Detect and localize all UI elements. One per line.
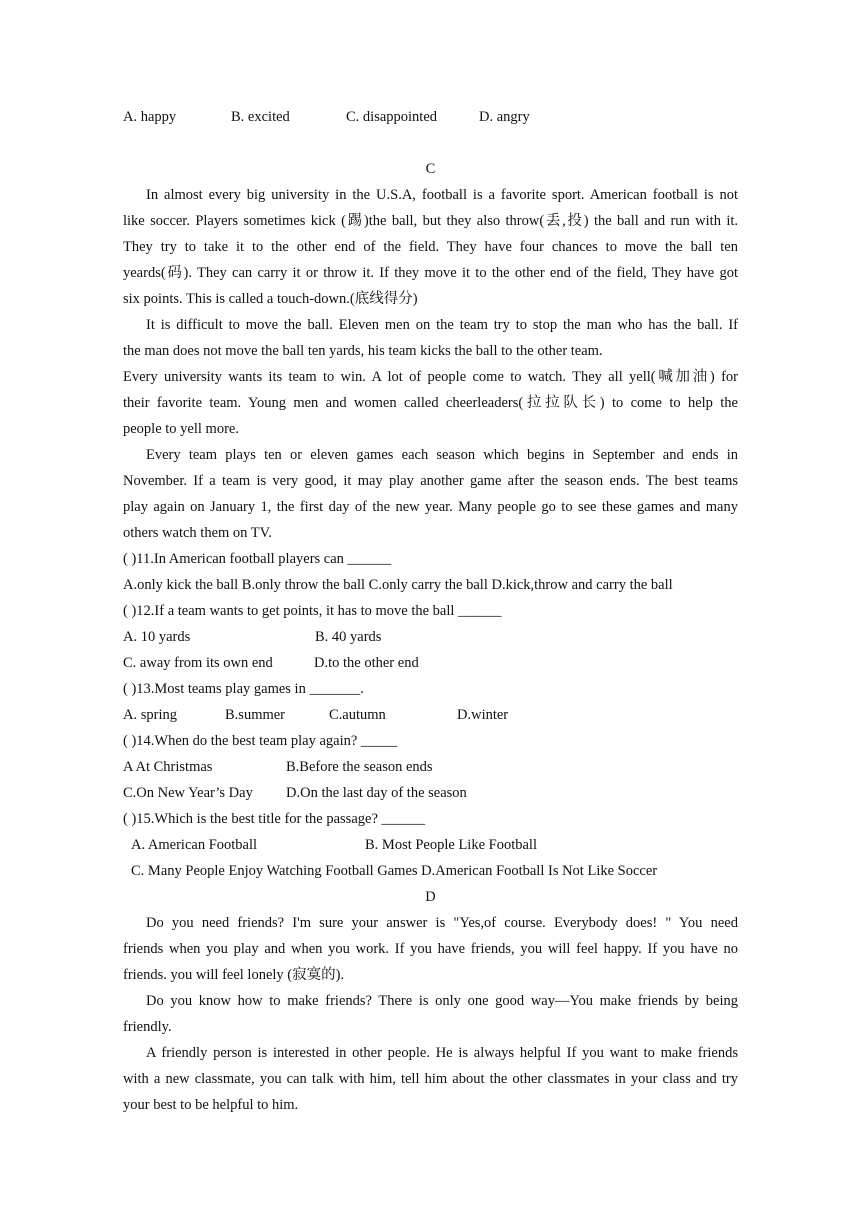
question-12-option-d: D.to the other end xyxy=(314,655,419,671)
section-c-heading: C xyxy=(425,161,436,177)
question-13-option-d: D.winter xyxy=(457,707,509,723)
passage-c-line: November. If a team is very good, it may play another game after the season ends. The best teams xyxy=(123,473,738,489)
question-13-option-c: C.autumn xyxy=(329,707,386,723)
question-12-option-a: A. 10 yards xyxy=(123,629,191,645)
question-13-options-row xyxy=(123,702,738,728)
question-11-stem: ( )11.In American football players can ______ xyxy=(123,551,392,567)
passage-d-line: friends when you play and when you work. If you have friends, you will feel happy. If you have no xyxy=(123,941,738,957)
prev-option-b: B. excited xyxy=(231,109,290,125)
passage-c-line: Every team plays ten or eleven games each season which begins in September and ends in xyxy=(146,447,738,463)
question-14-options-row xyxy=(123,780,738,806)
question-15-options-row xyxy=(123,832,738,858)
question-12-stem: ( )12.If a team wants to get points, it has to move the ball ______ xyxy=(123,603,502,619)
document-page xyxy=(123,104,738,1118)
passage-c-line: It is difficult to move the ball. Eleven men on the team try to stop the man who has the ball. If xyxy=(146,317,738,333)
question-15-option-b: B. Most People Like Football xyxy=(365,837,537,853)
question-13-stem: ( )13.Most teams play games in _______. xyxy=(123,681,364,697)
passage-c-line: yeards(码). They can carry it or throw it. If they move it to the other end of the field, They have got xyxy=(123,265,738,281)
prev-options-row xyxy=(123,104,738,130)
question-12-options-row xyxy=(123,624,738,650)
question-14-stem: ( )14.When do the best team play again? _____ xyxy=(123,733,398,749)
passage-c-line: the man does not move the ball ten yards, his team kicks the ball to the other team. xyxy=(123,343,603,359)
question-14-option-b: B.Before the season ends xyxy=(286,759,433,775)
passage-d-line: Do you need friends? I'm sure your answer is "Yes,of course. Everybody does! " You need xyxy=(146,915,738,931)
passage-d-line: your best to be helpful to him. xyxy=(123,1097,299,1113)
question-15-options-row xyxy=(123,858,738,884)
prev-option-c: C. disappointed xyxy=(346,109,438,125)
question-13-option-a: A. spring xyxy=(123,707,177,723)
passage-d-line: A friendly person is interested in other people. He is always helpful If you want to make friends xyxy=(146,1045,738,1061)
question-15-option-cd: C. Many People Enjoy Watching Football Games D.American Football Is Not Like Soccer xyxy=(131,863,658,879)
question-14-options-row xyxy=(123,754,738,780)
question-14-option-d: D.On the last day of the season xyxy=(286,785,467,801)
question-13-option-b: B.summer xyxy=(225,707,286,723)
passage-d-line: Do you know how to make friends? There is only one good way—You make friends by being xyxy=(146,993,738,1009)
prev-option-d: D. angry xyxy=(479,109,530,125)
passage-c-line: In almost every big university in the U.S.A, football is a favorite sport. American football is not xyxy=(146,187,738,203)
passage-c-line: people to yell more. xyxy=(123,421,239,437)
passage-c-line: like soccer. Players sometimes kick (踢)the ball, but they also throw(丢,投) the ball and run with it. xyxy=(123,213,738,229)
passage-c-line: others watch them on TV. xyxy=(123,525,272,541)
passage-d-line: with a new classmate, you can talk with him, tell him about the other classmates in your class and try xyxy=(123,1071,738,1087)
passage-c-line: They try to take it to the other end of the field. They have four chances to move the ball ten xyxy=(123,239,738,255)
passage-d-line: friendly. xyxy=(123,1019,172,1035)
section-d-heading: D xyxy=(425,889,436,905)
question-12-option-b: B. 40 yards xyxy=(315,629,382,645)
passage-c-line: Every university wants its team to win. A lot of people come to watch. They all yell(喊加油) for xyxy=(123,369,738,385)
prev-option-a: A. happy xyxy=(123,109,177,125)
passage-c-line: six points. This is called a touch-down.(底线得分) xyxy=(123,291,418,307)
question-11-options: A.only kick the ball B.only throw the ball C.only carry the ball D.kick,throw and carry the ball xyxy=(123,577,673,593)
question-15-stem: ( )15.Which is the best title for the passage? ______ xyxy=(123,811,426,827)
question-14-option-c: C.On New Year’s Day xyxy=(123,785,253,801)
passage-c-line: their favorite team. Young men and women called cheerleaders(拉拉队长) to come to help the xyxy=(123,395,738,411)
passage-c-line: play again on January 1, the first day of the new year. Many people go to see these games and many xyxy=(123,499,738,515)
question-15-option-a: A. American Football xyxy=(131,837,258,853)
question-12-options-row xyxy=(123,650,738,676)
question-12-option-c: C. away from its own end xyxy=(123,655,273,671)
passage-d-line: friends. you will feel lonely (寂寞的). xyxy=(123,967,345,983)
question-14-option-a: A At Christmas xyxy=(123,759,213,775)
